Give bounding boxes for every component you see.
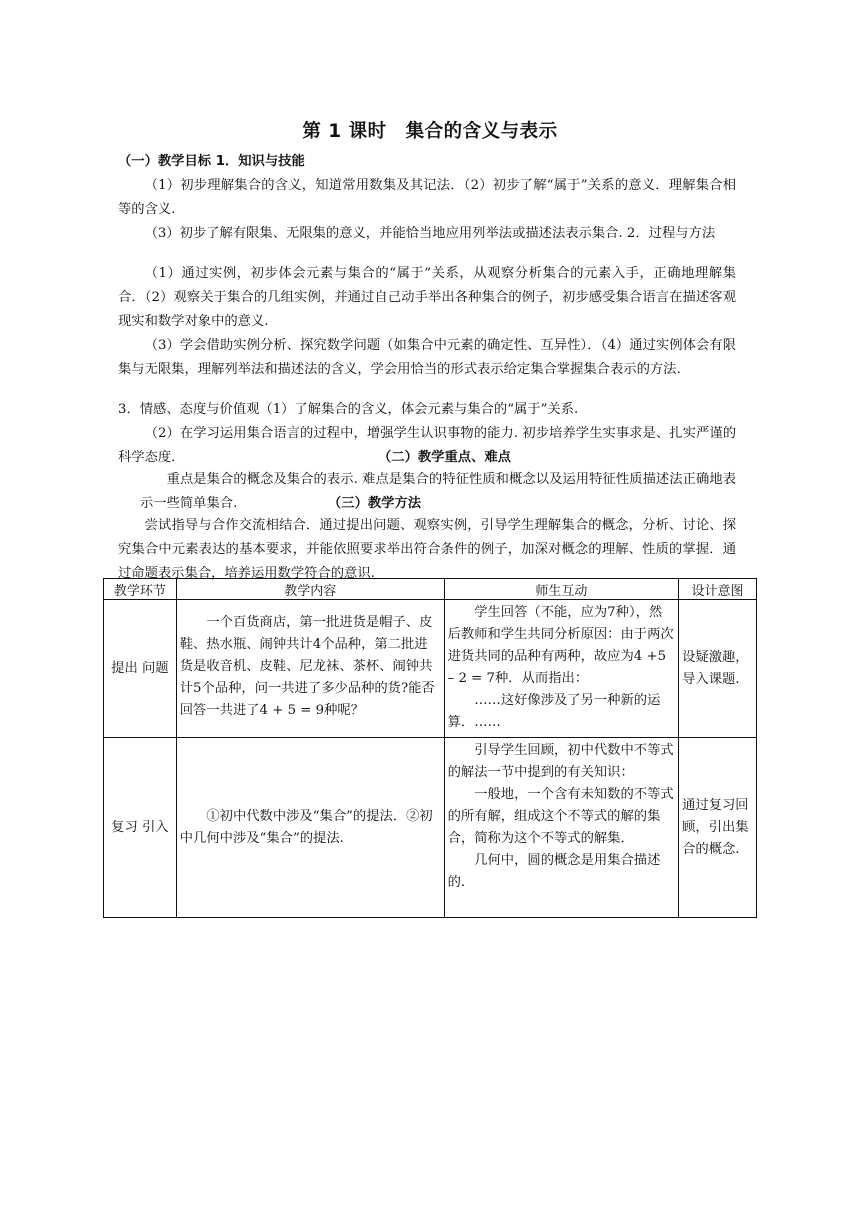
paragraph: 重点是集合的概念及集合的表示. 难点是集合的特征性质和概念以及运用特征性质描述法正确地表示一些简单集合. xyxy=(140,472,736,511)
table-row xyxy=(104,738,757,918)
paragraph: 尝试指导与合作交流相结合．通过提出问题、观察实例，引导学生理解集合的概念，分析、讨论、探究集合中元素表达的基本要求，并能依照要求举出符合条件的例子，加深对概念的理解、性质的掌握．通过命题表示集合，培养运用数学符合的意识. xyxy=(118,518,736,581)
paragraph: （1）初步理解集合的含义，知道常用数集及其记法．（2）初步了解“属于”关系的意义．理解集合相等的含义. xyxy=(118,178,736,217)
paragraph: 3．情感、态度与价值观（1）了解集合的含义，体会元素与集合的“属于”关系. xyxy=(118,402,579,417)
intent-cell: 设疑激趣，导入课题. xyxy=(679,600,757,738)
section-objectives-heading xyxy=(118,150,736,174)
intent-cell: 通过复习回顾，引出集合的概念. xyxy=(679,738,757,918)
paragraph: （2）在学习运用集合语言的过程中，增强学生认识事物的能力. 初步培养学生实事求是、扎实严谨的科学态度． xyxy=(118,426,736,465)
section-keypoints-heading: （二）教学重点、难点 xyxy=(378,450,511,465)
lesson-table xyxy=(103,578,757,918)
interaction-cell: 引导学生回顾，初中代数中不等式的解法一节中提到的有关知识： 一般地，一个含有未知数的不等式的所有解，组成这个不等式的解的集合，简称为这个不等式的解集． 几何中，圆的概念是用集合描述的. xyxy=(444,738,679,918)
paragraph: （3）学会借助实例分析、探究数学问题（如集合中元素的确定性、互异性）．（4）通过实例体会有限集与无限集，理解列举法和描述法的含义，学会用恰当的形式表示给定集合掌握集合表示的方法. xyxy=(118,338,736,377)
table-header: 设计意图 xyxy=(679,579,757,600)
paragraph: （1）通过实例，初步体会元素与集合的“属于”关系，从观察分析集合的元素入手，正确地理解集合．（2）观察关于集合的几组实例，并通过自己动手举出各种集合的例子，初步感受集合语言在描述客观现实和数学对象中的意义. xyxy=(118,266,736,329)
table-row xyxy=(104,600,757,738)
section-method-heading: （三）教学方法 xyxy=(328,496,422,511)
content-cell: ①初中代数中涉及“集合”的提法．②初中几何中涉及“集合”的提法. xyxy=(176,738,444,918)
content-cell: 一个百货商店，第一批进货是帽子、皮鞋、热水瓶、闹钟共计4个品种，第二批进货是收音机、皮鞋、尼龙袜、茶杯、闹钟共计5个品种，问一共进了多少品种的货?能否回答一共进了4 + 5 = 9种呢？ xyxy=(176,600,444,738)
interaction-cell: 学生回答（不能，应为7种），然后教师和学生共同分析原因：由于两次进货共同的品种有两种，故应为4 +5 – 2 = 7种．从而指出： ……这好像涉及了另一种新的运算．…… xyxy=(444,600,679,738)
objectives-label: （一）教学目标 1．知识与技能 xyxy=(118,154,305,169)
page-title: 第 1 课时 集合的含义与表示 xyxy=(302,121,558,142)
stage-cell: 提出 问题 xyxy=(104,600,177,738)
table-header-row xyxy=(104,579,757,600)
paragraph: （3）初步了解有限集、无限集的意义，并能恰当地应用列举法或描述法表示集合. 2．过程与方法 xyxy=(144,226,716,241)
table-header: 师生互动 xyxy=(444,579,679,600)
table-header: 教学环节 xyxy=(104,579,177,600)
table-header: 教学内容 xyxy=(176,579,444,600)
stage-cell: 复习 引入 xyxy=(104,738,177,918)
